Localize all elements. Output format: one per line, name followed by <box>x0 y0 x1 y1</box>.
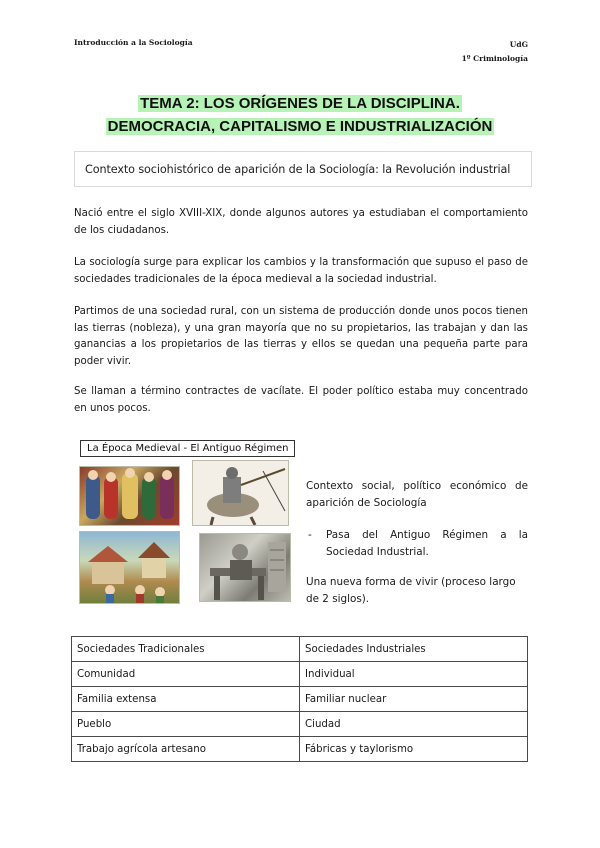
page-title <box>0 92 600 138</box>
header-course: Introducción a la Sociología <box>74 38 193 47</box>
table-cell: Trabajo agrícola artesano <box>72 737 300 762</box>
header-right <box>462 38 528 66</box>
medieval-illustration-scribe <box>199 533 291 602</box>
table-cell: Comunidad <box>72 662 300 687</box>
medieval-illustration-knight <box>192 460 289 526</box>
header-program: 1º Criminología <box>461 54 528 63</box>
table-header-cell: Sociedades Tradicionales <box>72 637 300 662</box>
table-header-cell: Sociedades Industriales <box>300 637 528 662</box>
medieval-section-label: La Época Medieval - El Antiguo Régimen <box>80 440 295 457</box>
medieval-new-life-text: Una nueva forma de vivir (proceso largo de 2 siglos). <box>306 576 516 605</box>
table-row <box>72 737 528 762</box>
table-cell: Fábricas y taylorismo <box>300 737 528 762</box>
paragraph-political-power: Se llaman a término contractes de vacílate. El poder político estaba muy concentrado en unos pocos. <box>74 386 528 414</box>
medieval-illustration-court <box>79 466 180 526</box>
medieval-bullet <box>306 527 528 560</box>
medieval-illustration-village <box>79 531 180 604</box>
header-institution: UdG <box>509 40 528 49</box>
medieval-bullet-text: Pasa del Antiguo Régimen a la Sociedad Industrial. <box>326 529 528 558</box>
table-row <box>72 687 528 712</box>
table-row <box>72 662 528 687</box>
paragraph-purpose: La sociología surge para explicar los cambios y la transformación que supuso el paso de sociedades tradicionales de la época medieval a la sociedad industrial. <box>74 257 528 285</box>
title-line-1: TEMA 2: LOS ORÍGENES DE LA DISCIPLINA. <box>140 95 460 112</box>
table-cell: Familia extensa <box>72 687 300 712</box>
table-cell: Pueblo <box>72 712 300 737</box>
bullet-marker: - <box>308 529 312 541</box>
section-subtitle: Contexto sociohistórico de aparición de la Sociología: la Revolución industrial <box>74 151 532 187</box>
table-cell: Ciudad <box>300 712 528 737</box>
paragraph-rural-society: Partimos de una sociedad rural, con un sistema de producción donde unos pocos tienen las tierras (nobleza), y una gran mayoría que no su propietarios, las trabajan y dan las ganancias a los propietarios de las tierras y ellos se quedan una pequeña parte para poder vivir. <box>74 306 528 367</box>
medieval-context-text: Contexto social, político económico de aparición de Sociología <box>306 480 528 509</box>
table-cell: Individual <box>300 662 528 687</box>
societies-comparison-table <box>71 636 528 762</box>
title-line-2: DEMOCRACIA, CAPITALISMO E INDUSTRIALIZACIÓN <box>107 118 493 135</box>
table-header-row <box>72 637 528 662</box>
paragraph-origin: Nació entre el siglo XVIII-XIX, donde algunos autores ya estudiaban el comportamiento de los ciudadanos. <box>74 208 528 236</box>
table-row <box>72 712 528 737</box>
table-cell: Familiar nuclear <box>300 687 528 712</box>
